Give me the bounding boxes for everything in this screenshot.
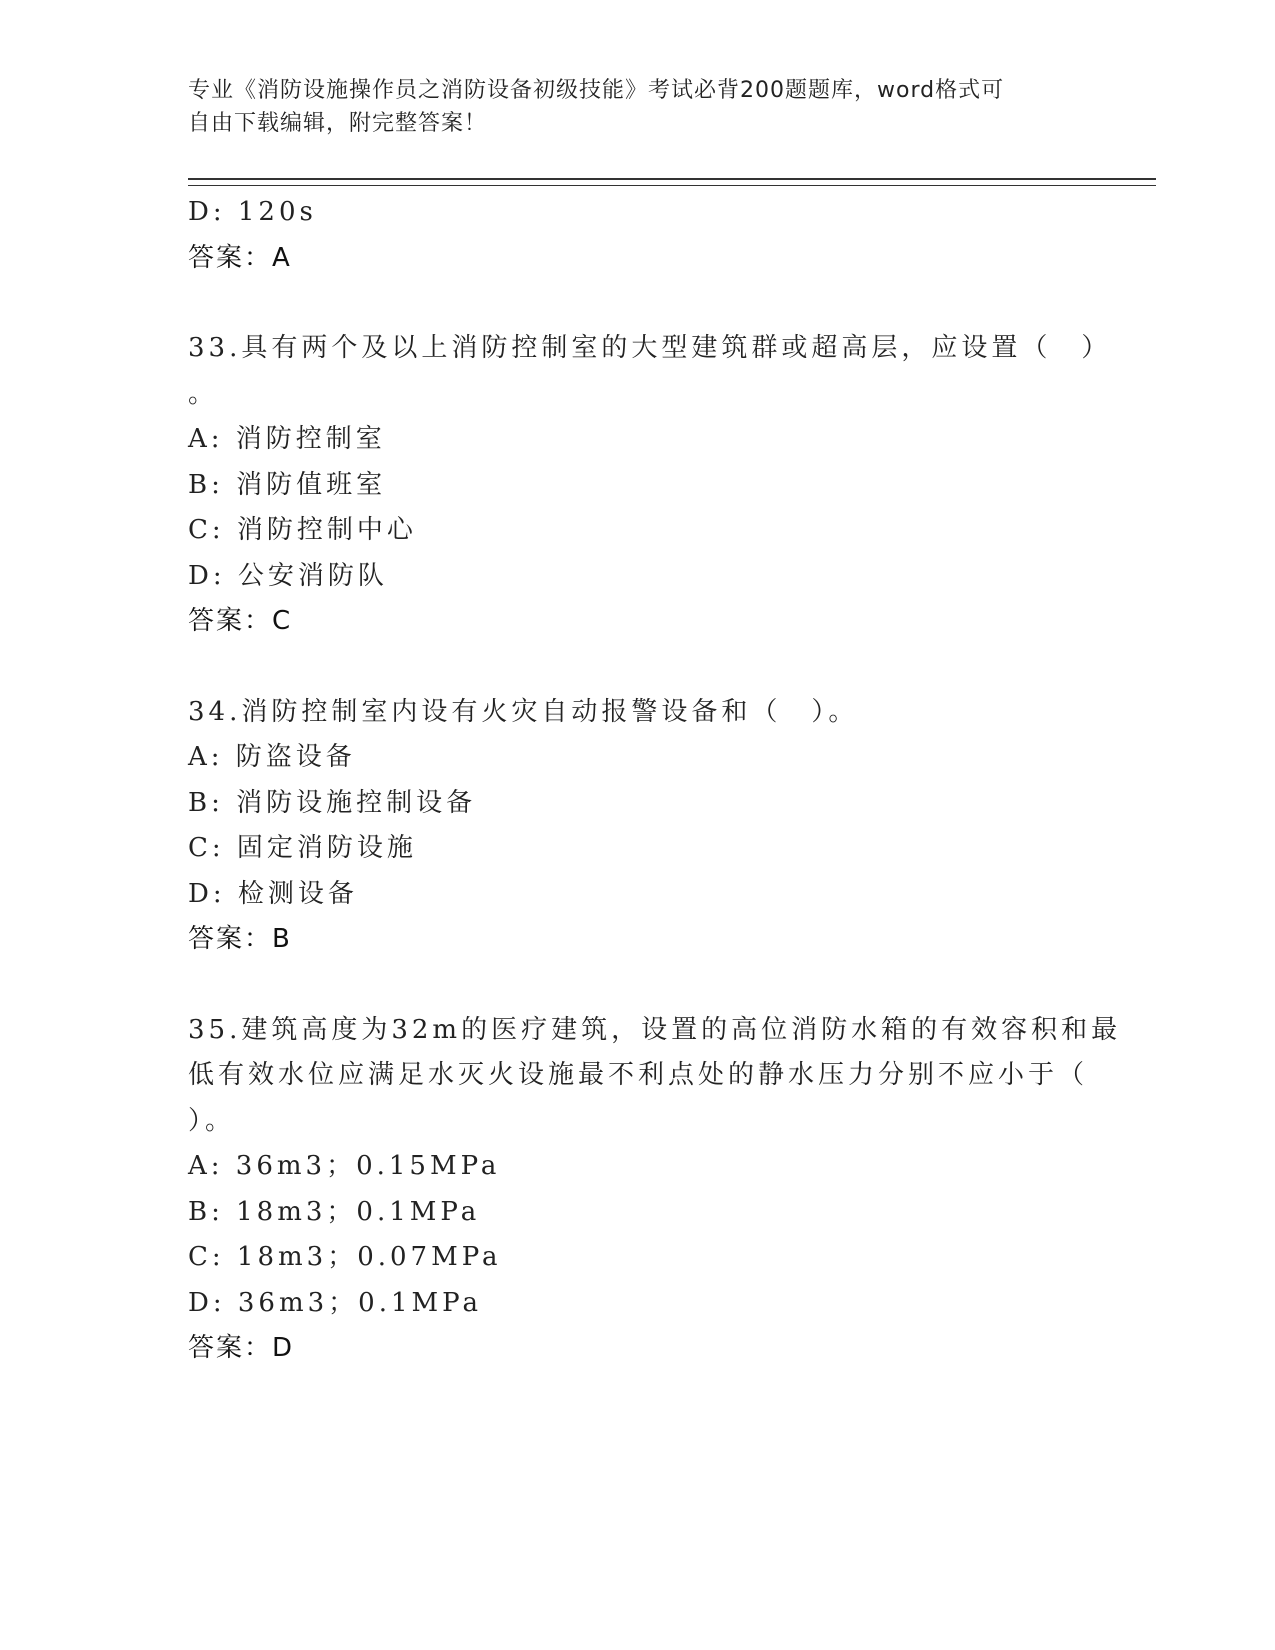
option-a: A: 消防控制室 bbox=[188, 424, 386, 454]
answer: 答案：B bbox=[188, 924, 292, 954]
header-line-1: 专业《消防设施操作员之消防设备初级技能》考试必背200题题库，word格式可 bbox=[188, 78, 1005, 103]
spacer bbox=[188, 645, 1088, 690]
stem-line: 33.具有两个及以上消防控制室的大型建筑群或超高层，应设置（ ） bbox=[188, 333, 1112, 363]
question-stem bbox=[188, 326, 1112, 417]
option-c: C: 18m3；0.07MPa bbox=[188, 1242, 502, 1272]
option-c: C: 消防控制中心 bbox=[188, 515, 417, 545]
spacer bbox=[188, 281, 1088, 326]
option-d: D: 公安消防队 bbox=[188, 560, 388, 591]
question-block-33 bbox=[188, 326, 1112, 645]
prev-answer: 答案：A bbox=[188, 242, 292, 273]
question-list bbox=[188, 190, 1122, 1372]
document-header bbox=[188, 74, 1068, 140]
question-block-34 bbox=[188, 690, 1088, 963]
option-d: D: 36m3；0.1MPa bbox=[188, 1287, 482, 1318]
option-b: B: 18m3；0.1MPa bbox=[188, 1196, 481, 1227]
answer: 答案：D bbox=[188, 1333, 295, 1363]
option-c: C: 固定消防设施 bbox=[188, 833, 417, 863]
option-a: A: 防盗设备 bbox=[188, 742, 356, 772]
question-stem bbox=[188, 1008, 1122, 1145]
option-b: B: 消防值班室 bbox=[188, 469, 387, 500]
option-d: D: 检测设备 bbox=[188, 878, 358, 909]
stem-line: 34.消防控制室内设有火灾自动报警设备和（ ）。 bbox=[188, 696, 859, 727]
option-a: A: 36m3；0.15MPa bbox=[188, 1151, 501, 1181]
question-stem bbox=[188, 690, 1088, 736]
header-line-2: 自由下载编辑，附完整答案！ bbox=[188, 111, 488, 136]
stem-line: 35.建筑高度为32m的医疗建筑，设置的高位消防水箱的有效容积和最 bbox=[188, 1014, 1122, 1045]
question-block-35 bbox=[188, 1008, 1122, 1372]
option-b: B: 消防设施控制设备 bbox=[188, 787, 477, 818]
spacer bbox=[188, 963, 1088, 1008]
answer: 答案：C bbox=[188, 606, 293, 636]
stem-line: 。 bbox=[188, 378, 219, 409]
header-divider bbox=[188, 178, 1156, 186]
stem-line: 低有效水位应满足水灭火设施最不利点处的静水压力分别不应小于（ bbox=[188, 1060, 1089, 1090]
stem-line: ）。 bbox=[188, 1105, 236, 1136]
prev-option-d: D: 120s bbox=[188, 197, 317, 227]
